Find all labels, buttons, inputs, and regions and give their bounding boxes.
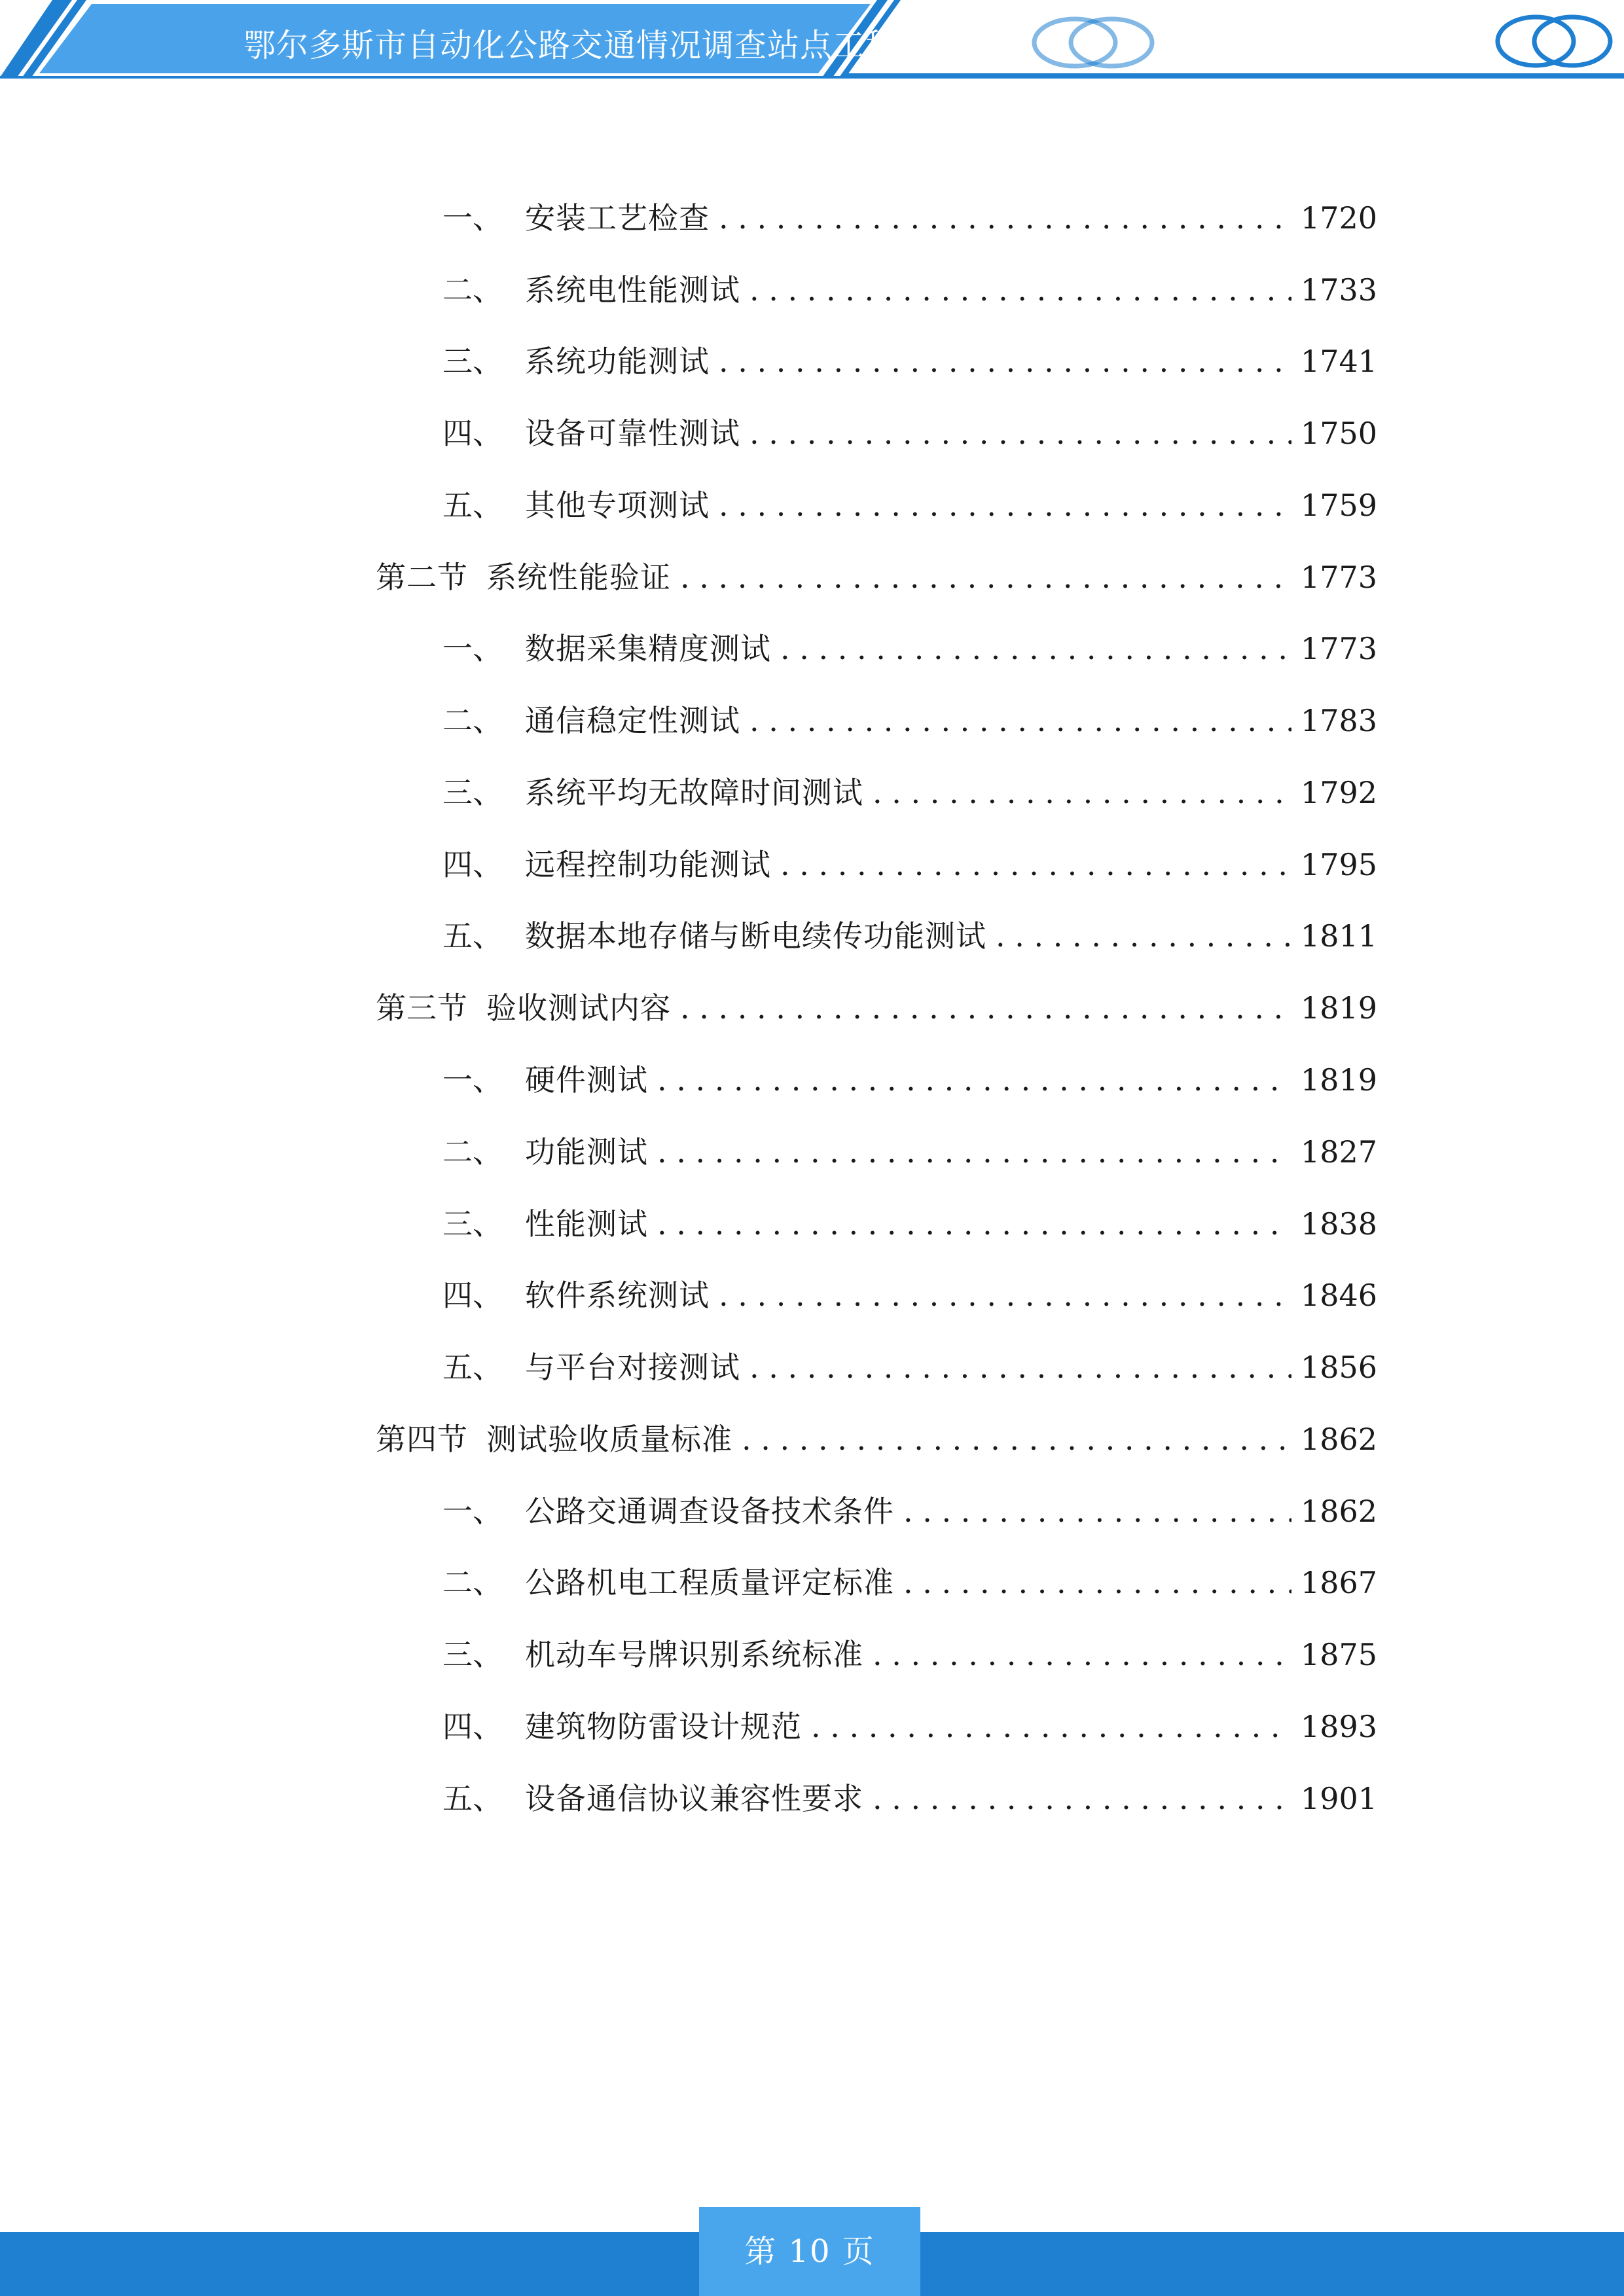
toc-entry-number: 二、 — [442, 1134, 503, 1170]
toc-entry-number: 三、 — [442, 775, 503, 810]
toc-entry-label: 软件系统测试 — [525, 1278, 710, 1313]
toc-entry-label: 系统电性能测试 — [525, 272, 740, 308]
toc-entry-number: 一、 — [442, 1494, 503, 1529]
toc-entry-number: 二、 — [442, 703, 503, 738]
toc-entry-label: 功能测试 — [525, 1134, 648, 1170]
toc-entry-page: 1741 — [1300, 344, 1377, 379]
toc-section-entry[interactable] — [376, 554, 1377, 600]
toc-entry-page: 1819 — [1300, 1062, 1377, 1098]
toc-entry-page: 1773 — [1300, 560, 1377, 595]
toc-entry-label: 远程控制功能测试 — [525, 847, 771, 882]
toc-entry-page: 1838 — [1300, 1206, 1377, 1242]
toc-entry-label: 测试验收质量标准 — [486, 1422, 732, 1457]
toc-dot-leader — [996, 913, 1291, 959]
toc-dot-leader — [719, 482, 1291, 528]
toc-entry-number: 五、 — [442, 1781, 503, 1816]
toc-entry[interactable] — [442, 267, 1377, 313]
toc-entry-page: 1733 — [1300, 272, 1377, 308]
toc-entry[interactable] — [442, 1776, 1377, 1821]
toc-dot-leader — [657, 1057, 1291, 1103]
toc-entry-page: 1846 — [1300, 1278, 1377, 1313]
toc-entry[interactable] — [442, 913, 1377, 959]
toc-entry[interactable] — [442, 1560, 1377, 1605]
toc-dot-leader — [680, 554, 1291, 600]
toc-entry-page: 1901 — [1300, 1781, 1377, 1816]
toc-entry[interactable] — [442, 1201, 1377, 1247]
toc-entry-label: 性能测试 — [525, 1206, 648, 1242]
toc-entry[interactable] — [442, 626, 1377, 672]
double-ring-logo-faded — [1028, 14, 1159, 71]
toc-entry-label: 设备通信协议兼容性要求 — [525, 1781, 863, 1816]
toc-dot-leader — [780, 626, 1291, 672]
toc-entry-page: 1827 — [1300, 1134, 1377, 1170]
toc-entry-number: 五、 — [442, 1350, 503, 1385]
toc-entry-page: 1795 — [1300, 847, 1377, 882]
toc-entry[interactable] — [442, 1488, 1377, 1534]
toc-entry-page: 1720 — [1300, 200, 1377, 236]
toc-entry-page: 1867 — [1300, 1565, 1377, 1600]
toc-dot-leader — [749, 698, 1291, 744]
toc-entry[interactable] — [442, 482, 1377, 528]
toc-dot-leader — [873, 1776, 1291, 1821]
toc-entry-number: 三、 — [442, 1206, 503, 1242]
toc-entry-number: 五、 — [442, 918, 503, 954]
toc-entry[interactable] — [442, 842, 1377, 888]
toc-entry-label: 公路交通调查设备技术条件 — [525, 1494, 894, 1529]
toc-entry-number: 三、 — [442, 344, 503, 379]
toc-entry-number: 四、 — [442, 1278, 503, 1313]
toc-entry-page: 1811 — [1300, 918, 1377, 954]
toc-dot-leader — [719, 195, 1291, 241]
toc-entry-label: 通信稳定性测试 — [525, 703, 740, 738]
toc-entry-page: 1893 — [1300, 1709, 1377, 1744]
toc-entry-label: 硬件测试 — [525, 1062, 648, 1098]
toc-entry-label: 与平台对接测试 — [525, 1350, 740, 1385]
toc-entry-page: 1875 — [1300, 1637, 1377, 1672]
toc-entry-number: 四、 — [442, 1709, 503, 1744]
toc-entry-number: 三、 — [442, 1637, 503, 1672]
header-title: 鄂尔多斯市自动化公路交通情况调查站点工程施工方案 — [244, 27, 1030, 64]
toc-entry-label: 建筑物防雷设计规范 — [525, 1709, 802, 1744]
page-number: 第 10 页 — [744, 2233, 875, 2270]
toc-entry-number: 二、 — [442, 272, 503, 308]
toc-entry[interactable] — [442, 1057, 1377, 1103]
header-baseline — [843, 73, 1624, 79]
toc-entry-label: 系统功能测试 — [525, 344, 710, 379]
toc-entry-number: 一、 — [442, 200, 503, 236]
toc-section-number: 第三节 — [376, 990, 468, 1026]
header-baseline-left — [0, 76, 844, 79]
toc-dot-leader — [657, 1201, 1291, 1247]
toc-entry-number: 五、 — [442, 488, 503, 523]
toc-entry-label: 安装工艺检查 — [525, 200, 710, 236]
toc-dot-leader — [873, 770, 1291, 816]
toc-entry-page: 1819 — [1300, 990, 1377, 1026]
toc-entry-label: 系统性能验证 — [486, 560, 671, 595]
toc-dot-leader — [749, 267, 1291, 313]
toc-entry-page: 1759 — [1300, 488, 1377, 523]
toc-entry-page: 1862 — [1300, 1494, 1377, 1529]
toc-dot-leader — [780, 842, 1291, 888]
toc-entry-label: 系统平均无故障时间测试 — [525, 775, 863, 810]
toc-dot-leader — [742, 1416, 1291, 1462]
toc-entry-page: 1750 — [1300, 416, 1377, 451]
toc-entry[interactable] — [442, 1344, 1377, 1390]
toc-entry-page: 1783 — [1300, 703, 1377, 738]
toc-entry[interactable] — [442, 1704, 1377, 1749]
toc-dot-leader — [903, 1560, 1291, 1605]
toc-dot-leader — [719, 1272, 1291, 1318]
toc-entry[interactable] — [442, 410, 1377, 456]
double-ring-logo — [1492, 12, 1615, 71]
toc-entry[interactable] — [442, 195, 1377, 241]
toc-entry[interactable] — [442, 698, 1377, 744]
toc-entry[interactable] — [442, 1129, 1377, 1175]
toc-entry-page: 1792 — [1300, 775, 1377, 810]
toc-entry-label: 设备可靠性测试 — [525, 416, 740, 451]
toc-entry-page: 1856 — [1300, 1350, 1377, 1385]
toc-section-number: 第二节 — [376, 560, 468, 595]
toc-entry-label: 公路机电工程质量评定标准 — [525, 1565, 894, 1600]
toc-dot-leader — [657, 1129, 1291, 1175]
toc-entry-page: 1862 — [1300, 1422, 1377, 1457]
toc-entry-number: 四、 — [442, 847, 503, 882]
toc-entry-page: 1773 — [1300, 631, 1377, 666]
toc-dot-leader — [680, 985, 1291, 1031]
toc-entry-number: 二、 — [442, 1565, 503, 1600]
toc-dot-leader — [749, 410, 1291, 456]
toc-dot-leader — [719, 338, 1291, 384]
toc-entry[interactable] — [442, 1272, 1377, 1318]
toc-entry[interactable] — [442, 338, 1377, 384]
toc-entry-number: 一、 — [442, 631, 503, 666]
toc-entry-number: 一、 — [442, 1062, 503, 1098]
toc-section-entry[interactable] — [376, 985, 1377, 1031]
toc-entry-label: 机动车号牌识别系统标准 — [525, 1637, 863, 1672]
toc-entry-label: 数据采集精度测试 — [525, 631, 771, 666]
toc-entry-label: 验收测试内容 — [486, 990, 671, 1026]
toc-entry-label: 其他专项测试 — [525, 488, 710, 523]
page-header — [0, 0, 1624, 85]
toc-entry-label: 数据本地存储与断电续传功能测试 — [525, 918, 986, 954]
toc-dot-leader — [873, 1632, 1291, 1677]
toc-section-entry[interactable] — [376, 1416, 1377, 1462]
toc-dot-leader — [749, 1344, 1291, 1390]
toc-entry[interactable] — [442, 1632, 1377, 1677]
toc-entry-number: 四、 — [442, 416, 503, 451]
toc-dot-leader — [903, 1488, 1291, 1534]
toc-entry[interactable] — [442, 770, 1377, 816]
toc-dot-leader — [811, 1704, 1291, 1749]
toc-section-number: 第四节 — [376, 1422, 468, 1457]
